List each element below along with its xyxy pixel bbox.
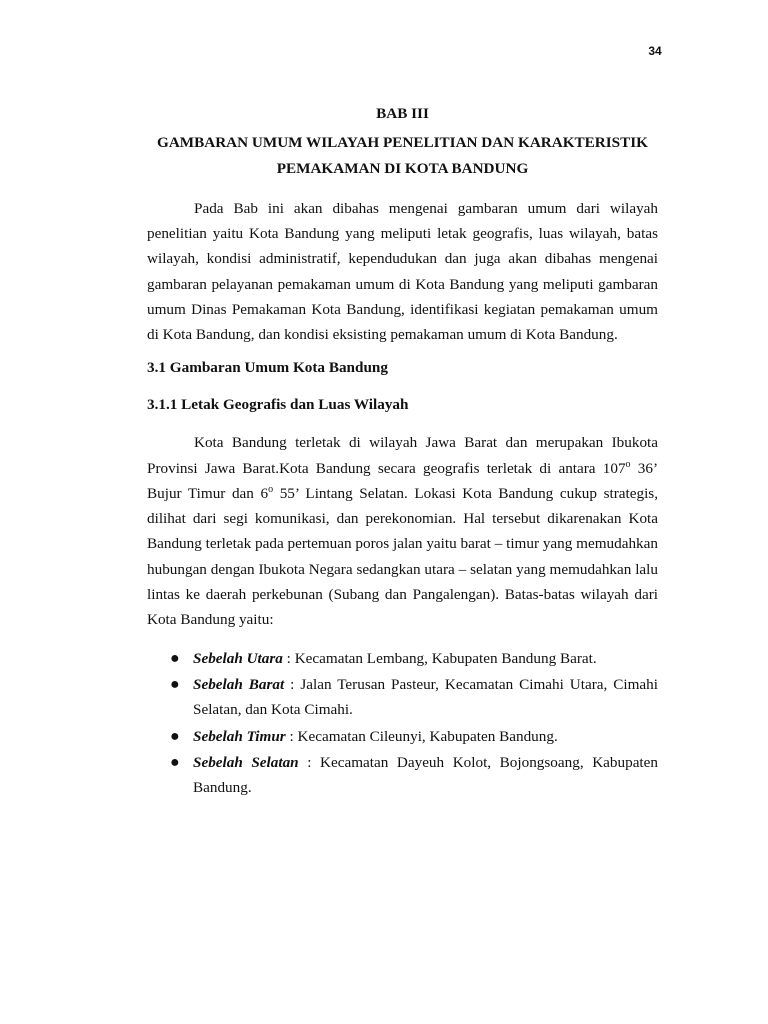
- list-item-boundary-east: [170, 724, 658, 749]
- geo-text-part-3: 55’ Lintang Selatan. Lokasi Kota Bandung cukup strategis, dilihat dari segi komunikasi, dan perekonomian. Hal tersebut dikarenakan Kota Bandung terletak pada pertemuan poros jalan yaitu barat – timur yang memudahkan hubungan dengan Ibukota Negara sedangkan utara – selatan yang memudahkan lalu lintas ke daerah perkebunan (Subang dan Pangalengan). Batas-batas wilayah dari Kota Bandung yaitu:: [147, 484, 659, 629]
- section-heading-3-1: 3.1 Gambaran Umum Kota Bandung: [147, 358, 388, 376]
- boundary-name: Sebelah Utara: [193, 649, 283, 667]
- geo-text-part-2: 36’ Bujur Timur dan 6: [147, 459, 658, 502]
- bullet-icon: ●: [170, 727, 180, 745]
- geography-paragraph: [147, 430, 658, 632]
- list-item-boundary-north: [170, 646, 658, 671]
- boundary-name: Sebelah Timur: [193, 727, 286, 745]
- chapter-title: [147, 130, 658, 181]
- bullet-icon: ●: [170, 649, 180, 667]
- list-item-boundary-west: [170, 672, 658, 723]
- bullet-icon: ●: [170, 753, 180, 771]
- boundary-separator: :: [284, 675, 301, 693]
- list-item-boundary-south: [170, 750, 658, 801]
- chapter-title-line-1: GAMBARAN UMUM WILAYAH PENELITIAN DAN KARAKTERISTIK: [157, 134, 648, 152]
- document-body: [147, 101, 658, 801]
- boundary-name: Sebelah Selatan: [193, 753, 299, 771]
- section-heading-3-1-1: 3.1.1 Letak Geografis dan Luas Wilayah: [147, 395, 409, 413]
- boundary-text: Kecamatan Lembang, Kabupaten Bandung Barat.: [294, 649, 597, 667]
- boundary-text: Jalan Terusan Pasteur, Kecamatan Cimahi Utara, Cimahi Selatan, dan Kota Cimahi.: [193, 675, 658, 719]
- intro-paragraph: Pada Bab ini akan dibahas mengenai gambaran umum dari wilayah penelitian yaitu Kota Bandung yang meliputi letak geografis, luas wilayah, batas wilayah, kondisi administratif, kependudukan dan juga akan dibahas mengenai gambaran pelayanan pemakaman umum di Kota Bandung yang meliputi gambaran umum Dinas Pemakaman Kota Bandung, identifikasi kegiatan pemakaman umum di Kota Bandung, dan kondisi eksisting pemakaman umum di Kota Bandung.: [147, 199, 658, 344]
- page-number: 34: [648, 44, 662, 58]
- boundary-text: Kecamatan Cileunyi, Kabupaten Bandung.: [297, 727, 558, 745]
- geo-text-part-1: Kota Bandung terletak di wilayah Jawa Barat dan merupakan Ibukota Provinsi Jawa Barat.Kota Bandung secara geografis terletak di antara 107: [147, 434, 658, 477]
- boundary-separator: :: [282, 649, 295, 667]
- boundary-separator: :: [298, 753, 321, 771]
- degree-symbol: o: [625, 458, 631, 470]
- bullet-icon: ●: [170, 675, 180, 693]
- boundary-list: [147, 646, 658, 801]
- boundary-text: Kecamatan Dayeuh Kolot, Bojongsoang, Kabupaten Bandung.: [193, 753, 658, 797]
- degree-symbol: o: [268, 483, 274, 495]
- chapter-heading: BAB III: [376, 105, 429, 122]
- boundary-separator: :: [285, 727, 298, 745]
- boundary-name: Sebelah Barat: [193, 675, 285, 693]
- chapter-title-line-2: PEMAKAMAN DI KOTA BANDUNG: [276, 159, 529, 177]
